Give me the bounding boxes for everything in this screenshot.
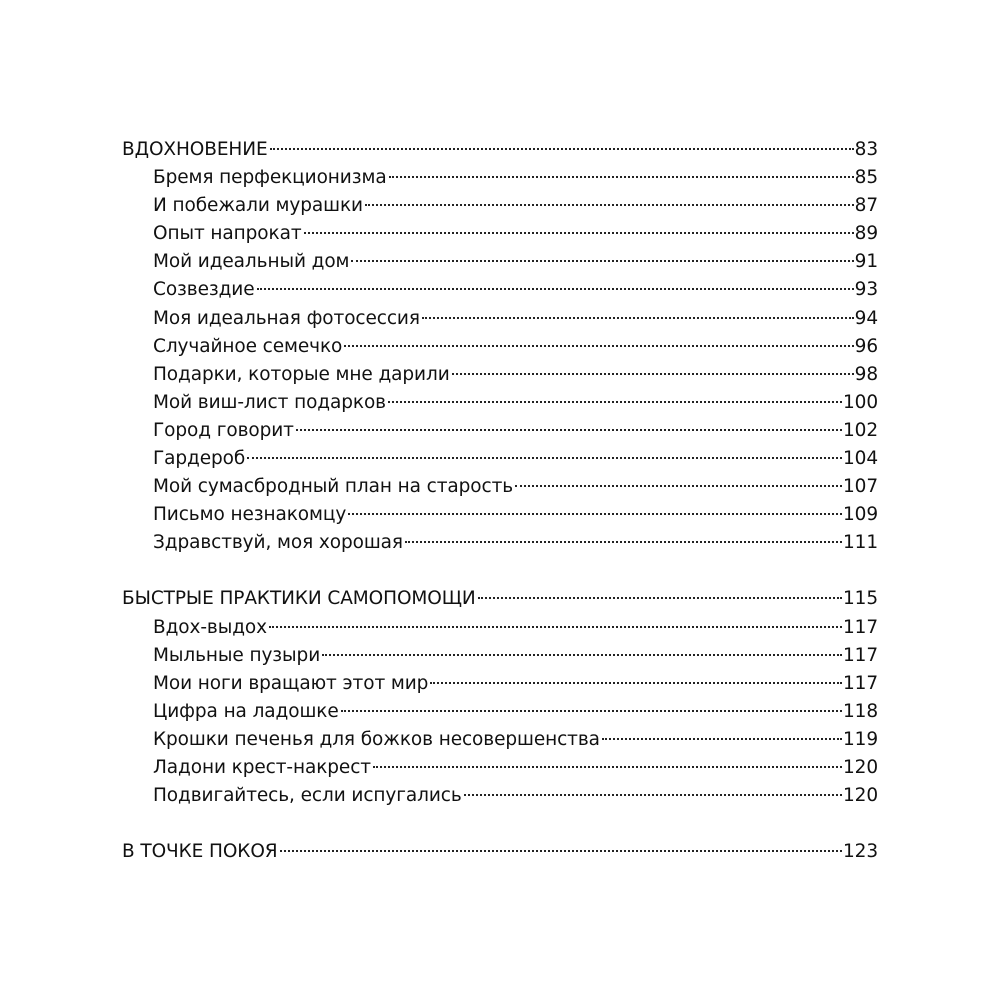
toc-section-title: В ТОЧКЕ ПОКОЯ — [122, 841, 278, 863]
toc-entry[interactable] — [122, 670, 878, 698]
toc-entry[interactable] — [122, 248, 878, 276]
toc-entry-title: Мой сумасбродный план на старость — [153, 476, 514, 498]
toc-entry[interactable] — [122, 164, 878, 192]
toc-page-number: 96 — [854, 335, 878, 357]
toc-entry-title: Ладони крест-накрест — [153, 756, 371, 778]
toc-entry-title: Случайное семечко — [153, 335, 343, 357]
toc-page-number: 107 — [842, 476, 878, 498]
toc-entry[interactable] — [122, 698, 878, 726]
toc-entry-title: Моя идеальная фотосессия — [153, 307, 420, 329]
toc-page-number: 123 — [842, 841, 878, 863]
toc-entry[interactable] — [122, 754, 878, 782]
table-of-contents — [122, 136, 878, 894]
toc-page-number: 117 — [842, 616, 878, 638]
toc-page-number: 117 — [842, 644, 878, 666]
dot-leader — [602, 738, 842, 740]
dot-leader — [365, 204, 854, 206]
dot-leader — [344, 345, 853, 347]
toc-entry-title: Мой виш-лист подарков — [153, 391, 386, 413]
toc-entry[interactable] — [122, 276, 878, 304]
toc-page-number: 87 — [854, 195, 878, 217]
dot-leader — [389, 176, 854, 178]
dot-leader — [247, 457, 842, 459]
toc-entry-title: Мои ноги вращают этот мир — [153, 672, 429, 694]
toc-page-number: 91 — [854, 251, 878, 273]
toc-entry[interactable] — [122, 529, 878, 557]
dot-leader — [269, 626, 842, 628]
toc-entry[interactable] — [122, 220, 878, 248]
dot-leader — [430, 682, 842, 684]
toc-entry[interactable] — [122, 726, 878, 754]
dot-leader — [351, 260, 853, 262]
dot-leader — [257, 288, 854, 290]
dot-leader — [341, 710, 842, 712]
dot-leader — [270, 148, 854, 150]
toc-entry[interactable] — [122, 361, 878, 389]
toc-section-at-rest — [122, 838, 878, 866]
dot-leader — [280, 850, 842, 852]
toc-entry-title: Город говорит — [153, 419, 294, 441]
toc-entry-title: Письмо незнакомцу — [153, 504, 347, 526]
toc-page-number: 118 — [842, 700, 878, 722]
toc-page-number: 98 — [854, 363, 878, 385]
dot-leader — [373, 766, 842, 768]
toc-entry-title: Крошки печенья для божков несовершенства — [153, 728, 600, 750]
toc-entry[interactable] — [122, 389, 878, 417]
toc-section-heading[interactable] — [122, 838, 878, 866]
toc-entry-title: Созвездие — [153, 279, 255, 301]
toc-entry-title: Вдох-выдох — [153, 616, 267, 638]
toc-entry[interactable] — [122, 501, 878, 529]
toc-entry-title: Мой идеальный дом — [153, 251, 350, 273]
toc-section-inspiration — [122, 136, 878, 557]
toc-entry[interactable] — [122, 192, 878, 220]
toc-entry-title: Гардероб — [153, 448, 246, 470]
toc-page-number: 93 — [854, 279, 878, 301]
dot-leader — [405, 541, 842, 543]
dot-leader — [478, 597, 842, 599]
toc-page-number: 120 — [842, 756, 878, 778]
toc-entry-title: Подарки, которые мне дарили — [153, 363, 450, 385]
toc-page-number: 109 — [842, 504, 878, 526]
dot-leader — [304, 232, 854, 234]
toc-entry[interactable] — [122, 417, 878, 445]
toc-entry[interactable] — [122, 782, 878, 810]
toc-entry[interactable] — [122, 445, 878, 473]
toc-entry[interactable] — [122, 642, 878, 670]
dot-leader — [388, 401, 842, 403]
toc-entry-title: Бремя перфекционизма — [153, 167, 387, 189]
toc-page-number: 117 — [842, 672, 878, 694]
toc-page-number: 89 — [854, 223, 878, 245]
dot-leader — [348, 513, 842, 515]
toc-entry[interactable] — [122, 614, 878, 642]
toc-page-number: 104 — [842, 448, 878, 470]
toc-page-number: 102 — [842, 419, 878, 441]
dot-leader — [322, 654, 842, 656]
toc-section-heading[interactable] — [122, 585, 878, 613]
dot-leader — [422, 317, 854, 319]
dot-leader — [452, 373, 854, 375]
toc-page-number: 94 — [854, 307, 878, 329]
toc-section-title: БЫСТРЫЕ ПРАКТИКИ САМОПОМОЩИ — [122, 588, 476, 610]
toc-page-number: 100 — [842, 391, 878, 413]
toc-page-number: 111 — [842, 532, 878, 554]
toc-page-number: 85 — [854, 167, 878, 189]
toc-page-number: 120 — [842, 785, 878, 807]
toc-page-number: 119 — [842, 728, 878, 750]
toc-entry-title: Мыльные пузыри — [153, 644, 321, 666]
toc-section-quick-practices — [122, 585, 878, 810]
dot-leader — [515, 485, 842, 487]
dot-leader — [296, 429, 842, 431]
dot-leader — [464, 794, 842, 796]
toc-section-title: ВДОХНОВЕНИЕ — [122, 139, 268, 160]
toc-entry[interactable] — [122, 333, 878, 361]
toc-entry-title: И побежали мурашки — [153, 195, 363, 217]
toc-entry-title: Опыт напрокат — [153, 223, 302, 245]
toc-entry-title: Цифра на ладошке — [153, 700, 339, 722]
toc-entry[interactable] — [122, 305, 878, 333]
toc-page-number: 115 — [842, 588, 878, 610]
toc-page-number: 83 — [854, 139, 878, 160]
toc-section-heading[interactable] — [122, 136, 878, 164]
toc-entry-title: Подвигайтесь, если испугались — [153, 785, 462, 807]
toc-entry[interactable] — [122, 473, 878, 501]
toc-entry-title: Здравствуй, моя хорошая — [153, 532, 403, 554]
